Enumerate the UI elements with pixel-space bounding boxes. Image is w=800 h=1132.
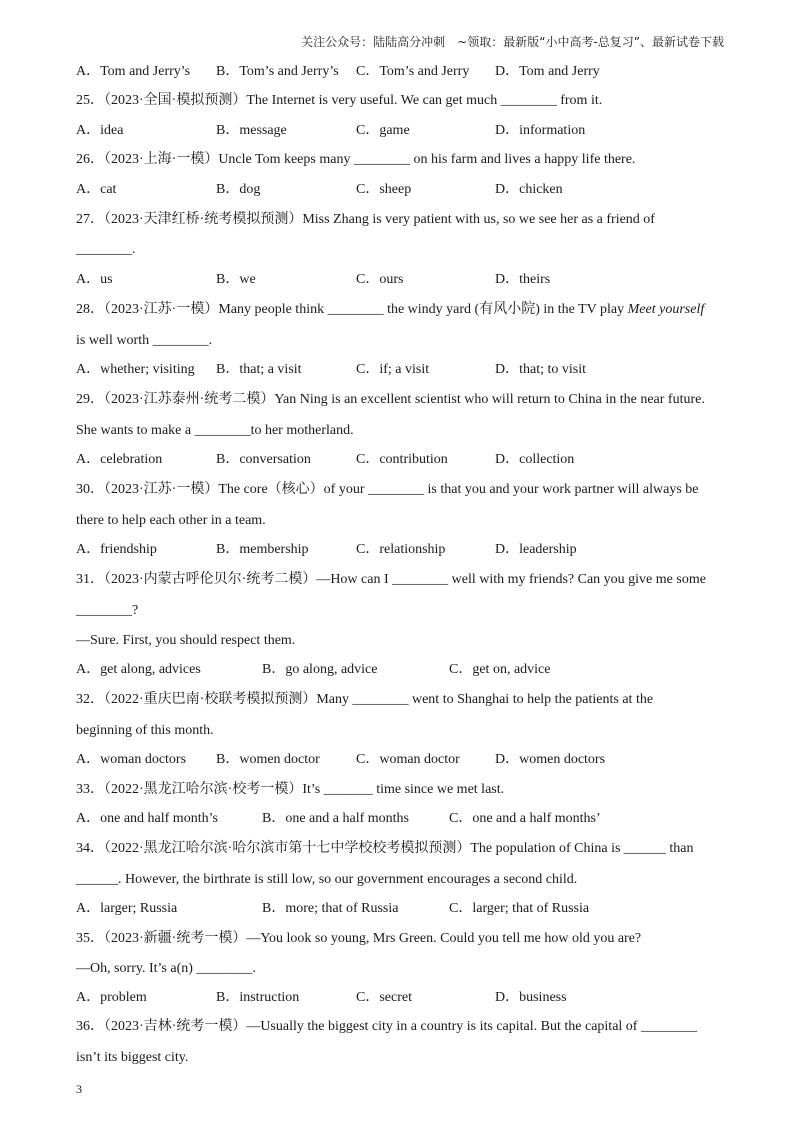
- question-31-reply: —Sure. First, you should respect them.: [76, 633, 296, 648]
- option-c: C．sheep: [356, 182, 412, 197]
- option-a: A．us: [76, 272, 113, 287]
- question-31-stem-cont: ________?: [76, 603, 139, 618]
- option-c: C．get on, advice: [449, 662, 551, 677]
- option-b: B．membership: [216, 542, 309, 557]
- question-36-stem: 36．（2023·吉林·统考一模）—Usually the biggest city in a country is its capital. But the capital of ________: [76, 1019, 697, 1034]
- option-c: C．one and a half months’: [449, 811, 601, 826]
- option-c: C．ours: [356, 272, 404, 287]
- question-34-stem: 34．（2022·黑龙江哈尔滨·哈尔滨市第十七中学校校考模拟预测）The population of China is ______ than: [76, 841, 694, 856]
- question-29-stem: 29．（2023·江苏泰州·统考二模）Yan Ning is an excellent scientist who will return to China in the near future.: [76, 392, 705, 407]
- option-c: C．contribution: [356, 452, 448, 467]
- question-33-stem: 33．（2022·黑龙江哈尔滨·校考一模）It’s _______ time since we met last.: [76, 782, 505, 797]
- option-c: C．secret: [356, 990, 412, 1005]
- option-d: D．theirs: [495, 272, 551, 287]
- option-a: A．Tom and Jerry’s: [76, 64, 191, 79]
- option-c: C．relationship: [356, 542, 446, 557]
- option-c: C．if; a visit: [356, 362, 430, 377]
- option-d: D．women doctors: [495, 752, 606, 767]
- question-35-stem: 35．（2023·新疆·统考一模）—You look so young, Mrs Green. Could you tell me how old you are?: [76, 931, 642, 946]
- option-a: A．get along, advices: [76, 662, 201, 677]
- option-d: D．that; to visit: [495, 362, 586, 377]
- question-30-stem-cont: there to help each other in a team.: [76, 513, 266, 528]
- option-a: A．cat: [76, 182, 117, 197]
- option-d: D．collection: [495, 452, 575, 467]
- question-32-stem-cont: beginning of this month.: [76, 723, 214, 738]
- option-a: A．woman doctors: [76, 752, 187, 767]
- option-b: B．one and a half months: [262, 811, 409, 826]
- question-34-stem-cont: ______. However, the birthrate is still low, so our government encourages a second child.: [76, 872, 578, 887]
- option-a: A．friendship: [76, 542, 157, 557]
- option-d: D．Tom and Jerry: [495, 64, 600, 79]
- question-27-stem-cont: ________.: [76, 242, 136, 257]
- option-b: B．women doctor: [216, 752, 320, 767]
- option-b: B．we: [216, 272, 256, 287]
- option-d: D．chicken: [495, 182, 563, 197]
- question-31-stem: 31．（2023·内蒙古呼伦贝尔·统考二模）—How can I ________ well with my friends? Can you give me some: [76, 572, 706, 587]
- question-28-stem-cont: is well worth ________.: [76, 333, 213, 348]
- question-29-stem-cont: She wants to make a ________to her motherland.: [76, 423, 354, 438]
- question-27-stem: 27．（2023·天津红桥·统考模拟预测）Miss Zhang is very patient with us, so we see her as a friend of: [76, 212, 655, 227]
- question-26-stem: 26．（2023·上海·一模）Uncle Tom keeps many ________ on his farm and lives a happy life there.: [76, 152, 636, 167]
- page-header: 关注公众号：陆陆高分冲刺 ~领取：最新版“小中高考-总复习”、最新试卷下载: [301, 35, 724, 49]
- question-36-stem-cont: isn’t its biggest city.: [76, 1050, 189, 1065]
- option-b: B．conversation: [216, 452, 311, 467]
- option-b: B．instruction: [216, 990, 300, 1005]
- option-d: D．leadership: [495, 542, 577, 557]
- question-25-stem: 25．（2023·全国·模拟预测）The Internet is very useful. We can get much ________ from it.: [76, 93, 603, 108]
- question-28-stem: [76, 301, 704, 319]
- option-a: A．larger; Russia: [76, 901, 178, 916]
- option-c: C．Tom’s and Jerry: [356, 64, 470, 79]
- option-b: B．Tom’s and Jerry’s: [216, 64, 339, 79]
- option-b: B．more; that of Russia: [262, 901, 399, 916]
- option-c: C．larger; that of Russia: [449, 901, 590, 916]
- option-c: C．game: [356, 123, 410, 138]
- question-32-stem: 32．（2022·重庆巴南·校联考模拟预测）Many ________ went to Shanghai to help the patients at the: [76, 692, 654, 707]
- option-b: B．message: [216, 123, 287, 138]
- question-35-reply: —Oh, sorry. It’s a(n) ________.: [76, 961, 256, 976]
- option-a: A．whether; visiting: [76, 362, 195, 377]
- option-b: B．that; a visit: [216, 362, 302, 377]
- option-a: A．one and half month’s: [76, 811, 218, 826]
- option-d: D．information: [495, 123, 586, 138]
- question-30-stem: 30．（2023·江苏·一模）The core（核心）of your ________ is that you and your work partner will always be: [76, 482, 699, 497]
- question-28-stem-text: 28．（2023·江苏·一模）Many people think ________ the windy yard (有风小院) in the TV play: [76, 302, 628, 317]
- option-c: C．woman doctor: [356, 752, 460, 767]
- option-b: B．go along, advice: [262, 662, 378, 677]
- option-a: A．idea: [76, 123, 124, 138]
- option-b: B．dog: [216, 182, 261, 197]
- option-a: A．celebration: [76, 452, 163, 467]
- play-title: Meet yourself: [627, 302, 705, 317]
- option-a: A．problem: [76, 990, 147, 1005]
- page-number: 3: [76, 1082, 82, 1096]
- option-d: D．business: [495, 990, 567, 1005]
